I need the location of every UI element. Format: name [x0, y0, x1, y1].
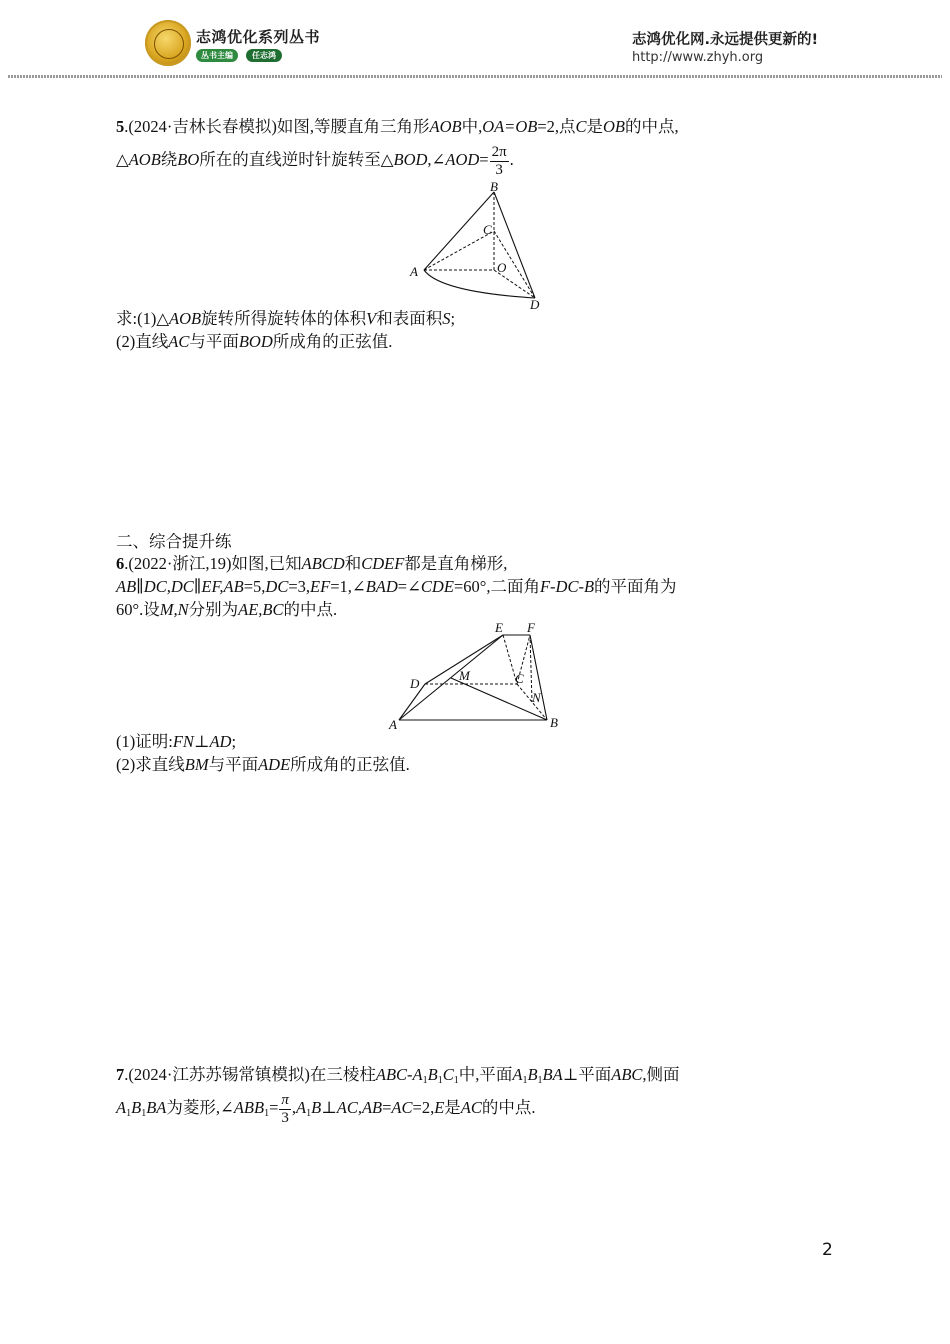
q5-line-2: △AOB绕BO所在的直线逆时针旋转至△BOD,∠AOD= $\frac{2\pi}{3}$ . — [116, 143, 514, 178]
edge-bd — [494, 192, 535, 298]
q7-line-1: 7.(2024·江苏苏锡常镇模拟)在三棱柱ABC-$A_1B_1C_1$中,平面$A_1B_1BA\perp$平面ABC,侧面 — [116, 1065, 680, 1086]
label-e: E — [495, 620, 503, 635]
q5-ask-1: 求:(1)△AOB旋转所得旋转体的体积V和表面积S; — [116, 309, 456, 328]
label-m: M — [459, 668, 470, 683]
label-d: D — [530, 297, 540, 312]
q7-fraction: $\frac{\pi}{3}$ — [281, 1091, 289, 1126]
label-d: D — [410, 676, 420, 691]
q5-line-1: 5.(2024·吉林长春模拟)如图,等腰直角三角形AOB中,OA=OB=2,点C是OB的中点, — [116, 117, 679, 136]
editor-label: 丛书主编 — [196, 49, 238, 62]
q5-ask-2: (2)直线AC与平面BOD所成角的正弦值. — [116, 332, 393, 351]
q6-figure — [385, 618, 565, 732]
label-n: N — [532, 690, 541, 705]
label-o: O — [497, 260, 507, 275]
q5-fraction: $\frac{2\pi}{3}$ — [491, 143, 507, 178]
label-c: C — [515, 671, 524, 686]
q6-line-1: 6.(2022·浙江,19)如图,已知ABCD和CDEF都是直角梯形, — [116, 554, 508, 573]
label-c: C — [483, 222, 492, 237]
label-f: F — [527, 620, 535, 635]
editor-name: 任志鸿 — [246, 49, 282, 62]
label-b: B — [490, 180, 498, 194]
label-a: A — [389, 717, 397, 732]
q6-ask-1: (1)证明:FN⊥AD; — [116, 732, 237, 751]
publisher-logo — [145, 20, 191, 66]
q6-line-3: 60°.设M,N分别为AE,BC的中点. — [116, 600, 338, 619]
q5-figure — [400, 180, 560, 312]
q7-line-2: $A_1B_1BA$为菱形$,\angle ABB_1=$ $\frac{\pi}{3}$ $,A_1B\perp AC,AB=AC=2,E$是AC的中点. — [116, 1091, 536, 1126]
label-a: A — [410, 264, 418, 279]
header-url: http://www.zhyh.org — [632, 50, 764, 65]
q6-line-2: AB∥DC,DC∥EF,AB=5,DC=3,EF=1,∠BAD=∠CDE=60°,二面角F-DC-B的平面角为 — [116, 577, 677, 596]
q6-ask-2: (2)求直线BM与平面ADE所成角的正弦值. — [116, 755, 410, 774]
page-number: 2 — [822, 1240, 833, 1260]
edge-fb — [530, 635, 547, 720]
header-divider — [8, 75, 942, 78]
section-title: 二、综合提升练 — [116, 532, 232, 551]
series-title: 志鸿优化系列丛书 — [196, 28, 321, 46]
label-b: B — [550, 715, 558, 730]
header-slogan: 志鸿优化网.永远提供更新的! — [632, 32, 819, 48]
arc-ad — [424, 270, 535, 298]
